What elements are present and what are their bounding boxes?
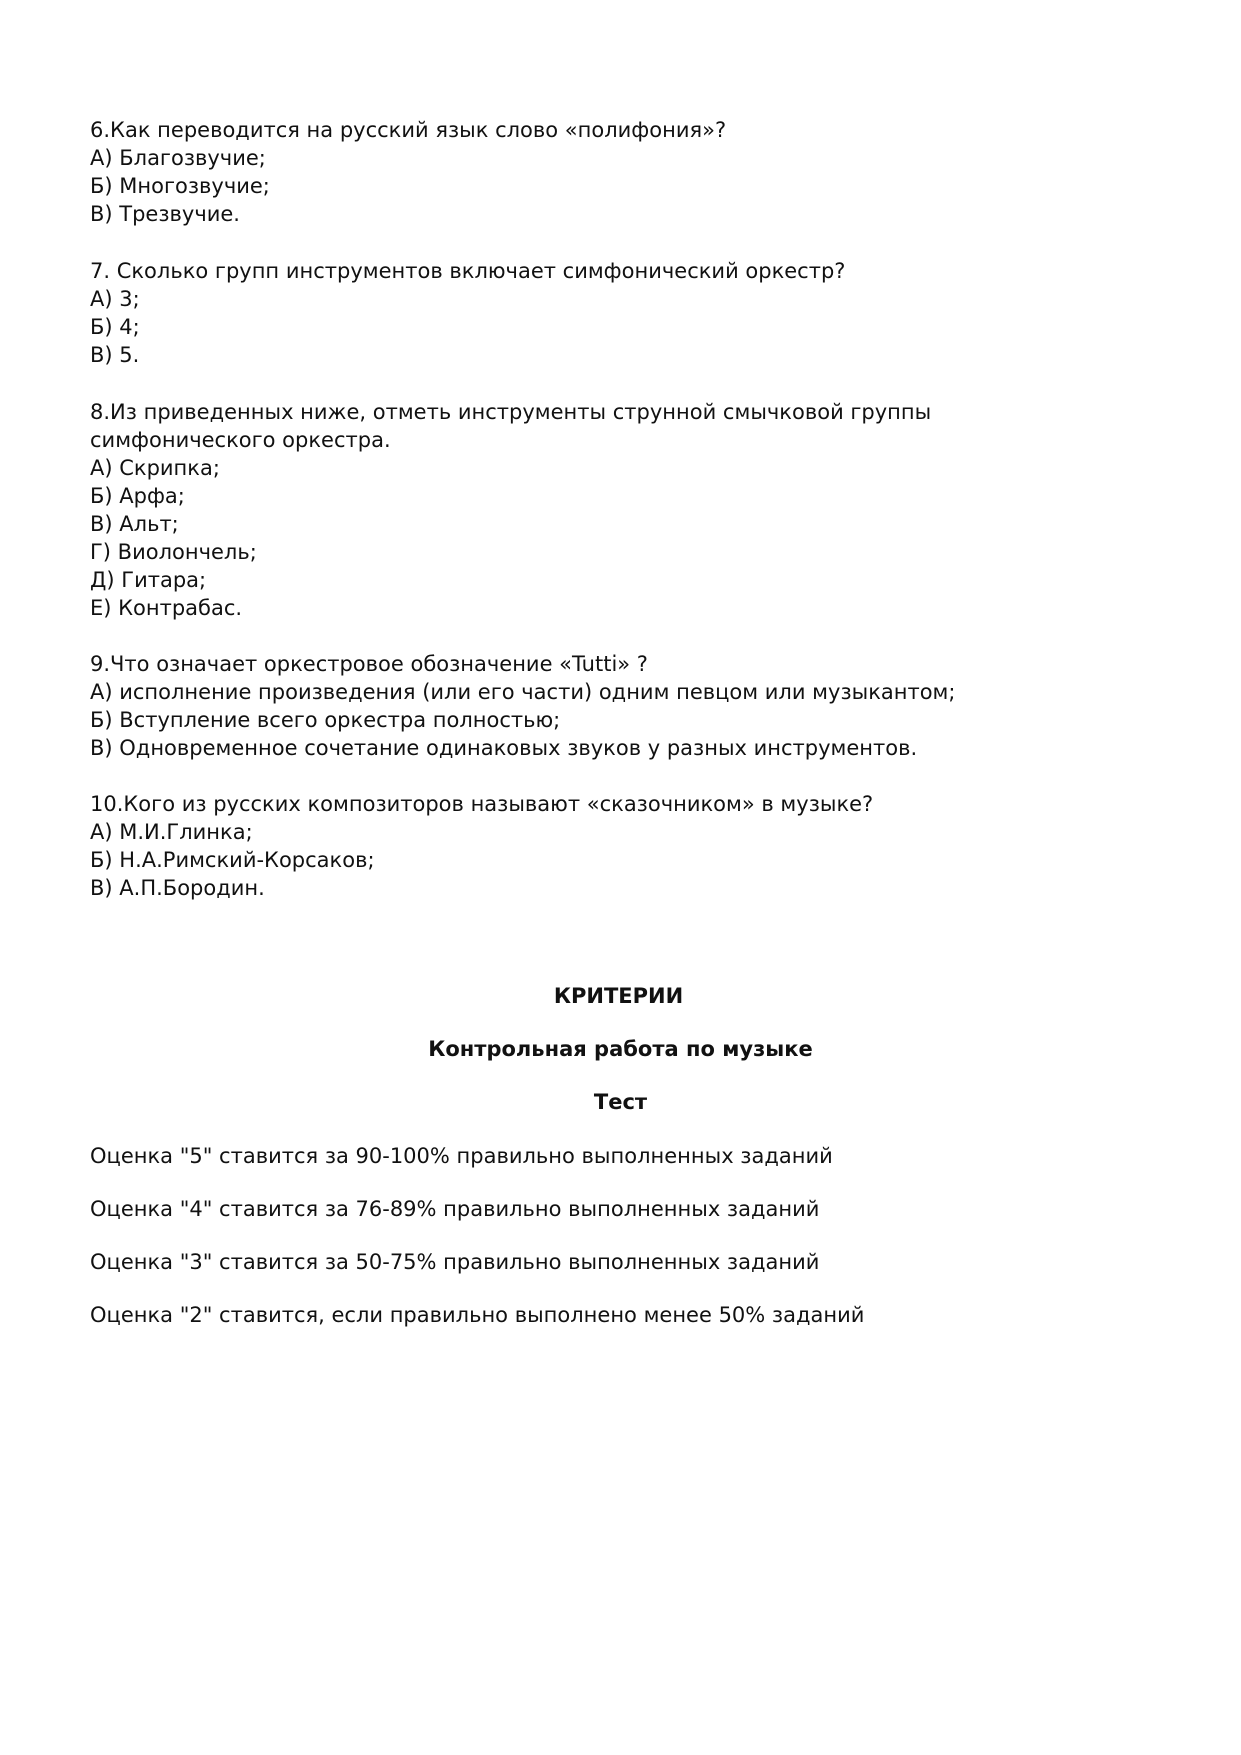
- option: Б) Вступление всего оркестра полностью;: [90, 708, 561, 732]
- question-9: [90, 650, 955, 762]
- option: Б) Многозвучие;: [90, 174, 270, 198]
- question-10: [90, 790, 873, 902]
- option: А) М.И.Глинка;: [90, 820, 253, 844]
- question-7: [90, 257, 845, 369]
- option: Б) Н.А.Римский-Корсаков;: [90, 848, 375, 872]
- option: А) Скрипка;: [90, 456, 220, 480]
- option: В) А.П.Бородин.: [90, 876, 265, 900]
- grade-4: Оценка "4" ставится за 76-89% правильно выполненных заданий: [90, 1197, 820, 1221]
- question-text: 7. Сколько групп инструментов включает симфонический оркестр?: [90, 259, 846, 283]
- option: В) Одновременное сочетание одинаковых звуков у разных инструментов.: [90, 736, 918, 760]
- option: Г) Виолончель;: [90, 540, 257, 564]
- question-text: 10.Кого из русских композиторов называют «сказочником» в музыке?: [90, 792, 874, 816]
- question-text-cont: симфонического оркестра.: [90, 428, 391, 452]
- criteria-title: КРИТЕРИИ: [553, 984, 684, 1008]
- grade-3: Оценка "3" ставится за 50-75% правильно выполненных заданий: [90, 1250, 820, 1274]
- option: А) 3;: [90, 287, 140, 311]
- question-6: [90, 116, 726, 228]
- question-text: 8.Из приведенных ниже, отметь инструменты струнной смычковой группы: [90, 400, 932, 424]
- option: В) 5.: [90, 343, 140, 367]
- question-text: 9.Что означает оркестровое обозначение «Tutti» ?: [90, 652, 648, 676]
- option: А) исполнение произведения (или его части) одним певцом или музыкантом;: [90, 680, 956, 704]
- option: Б) 4;: [90, 315, 140, 339]
- question-8: [90, 398, 931, 622]
- question-text: 6.Как переводится на русский язык слово «полифония»?: [90, 118, 727, 142]
- option: Д) Гитара;: [90, 568, 207, 592]
- option: Е) Контрабас.: [90, 596, 243, 620]
- option: В) Трезвучие.: [90, 202, 240, 226]
- option: А) Благозвучие;: [90, 146, 266, 170]
- option: Б) Арфа;: [90, 484, 185, 508]
- criteria-type: Тест: [593, 1090, 648, 1114]
- grade-2: Оценка "2" ставится, если правильно выполнено менее 50% заданий: [90, 1303, 865, 1327]
- grade-5: Оценка "5" ставится за 90-100% правильно выполненных заданий: [90, 1144, 833, 1168]
- option: В) Альт;: [90, 512, 179, 536]
- criteria-subtitle: Контрольная работа по музыке: [428, 1037, 813, 1061]
